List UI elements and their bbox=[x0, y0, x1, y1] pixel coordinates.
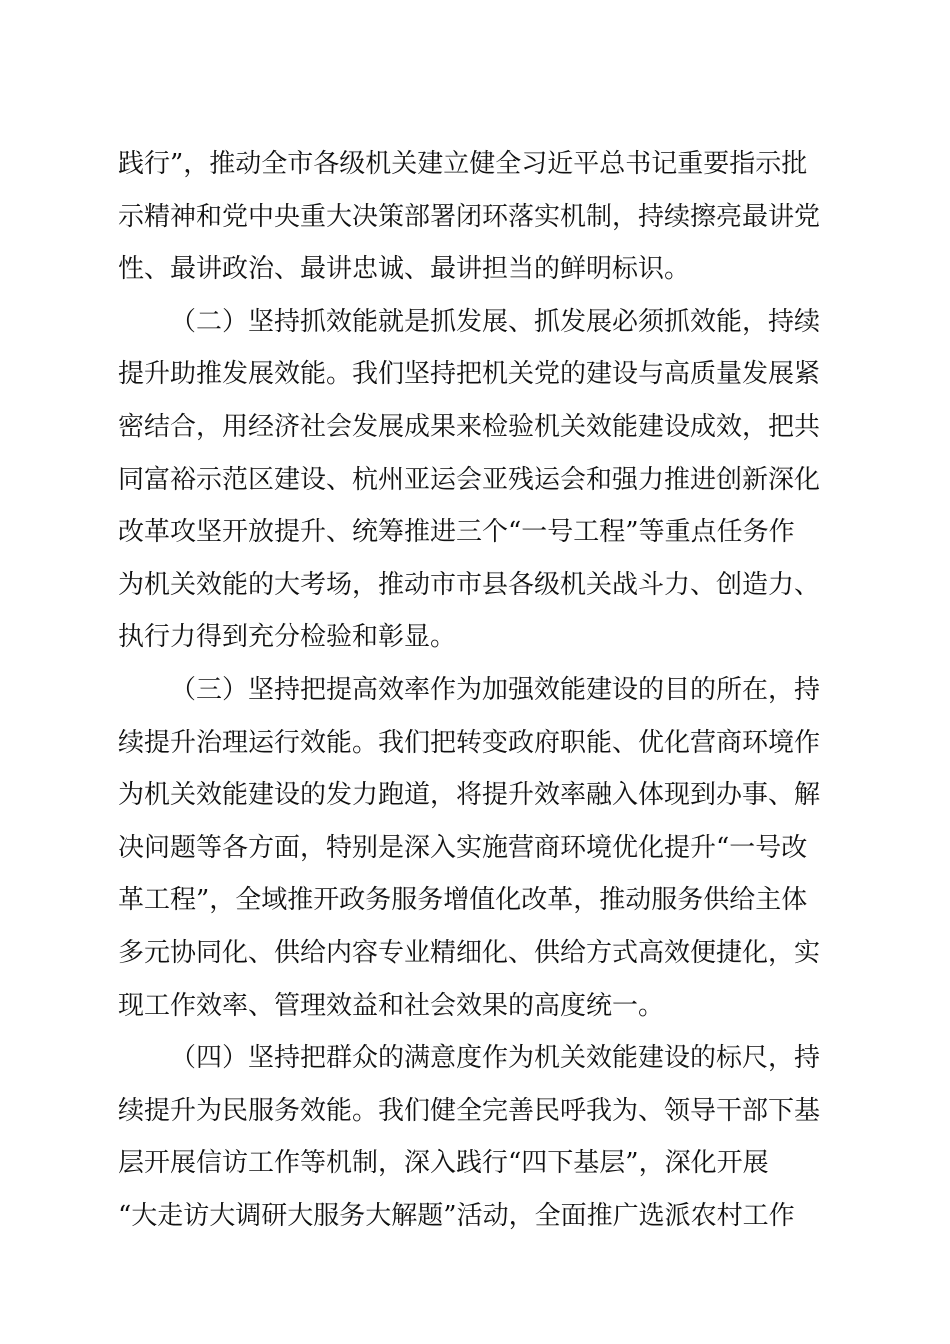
text-line: 为机关效能的大考场，推动市市县各级机关战斗力、创造力、 bbox=[118, 569, 821, 600]
text-line: （四）坚持把群众的满意度作为机关效能建设的标尺，持 bbox=[170, 1043, 821, 1074]
text-line: 践行”，推动全市各级机关建立健全习近平总书记重要指示批 bbox=[118, 149, 808, 179]
text-line: 示精神和党中央重大决策部署闭环落实机制，持续擦亮最讲党 bbox=[118, 201, 821, 232]
text-line: 密结合，用经济社会发展成果来检验机关效能建设成效，把共 bbox=[118, 411, 821, 442]
text-line: 为机关效能建设的发力跑道，将提升效率融入体现到办事、解 bbox=[118, 780, 821, 811]
text-line: 执行力得到充分检验和彰显。 bbox=[118, 622, 457, 653]
text-line: 续提升治理运行效能。我们把转变政府职能、优化营商环境作 bbox=[118, 727, 821, 758]
text-line: 同富裕示范区建设、杭州亚运会亚残运会和强力推进创新深化 bbox=[118, 464, 821, 495]
text-line: 决问题等各方面，特别是深入实施营商环境优化提升“一号改 bbox=[118, 832, 808, 863]
text-line: 层开展信访工作等机制，深入践行“四下基层”，深化开展 bbox=[118, 1148, 769, 1179]
text-line: 革工程”，全域推开政务服务增值化改革，推动服务供给主体 bbox=[118, 885, 808, 916]
text-line: （二）坚持抓效能就是抓发展、抓发展必须抓效能，持续 bbox=[170, 306, 821, 337]
text-line: 改革攻坚开放提升、统筹推进三个“一号工程”等重点任务作 bbox=[118, 517, 795, 548]
text-line: “大走访大调研大服务大解题”活动，全面推广选派农村工作 bbox=[118, 1200, 795, 1231]
text-line: 提升助推发展效能。我们坚持把机关党的建设与高质量发展紧 bbox=[118, 359, 821, 390]
text-line: 续提升为民服务效能。我们健全完善民呼我为、领导干部下基 bbox=[118, 1095, 821, 1126]
text-line: 现工作效率、管理效益和社会效果的高度统一。 bbox=[118, 990, 665, 1021]
text-line: 多元协同化、供给内容专业精细化、供给方式高效便捷化，实 bbox=[118, 937, 821, 968]
text-line: 性、最讲政治、最讲忠诚、最讲担当的鲜明标识。 bbox=[118, 254, 691, 285]
text-line: （三）坚持把提高效率作为加强效能建设的目的所在，持 bbox=[170, 674, 821, 705]
body-text bbox=[118, 138, 828, 1242]
